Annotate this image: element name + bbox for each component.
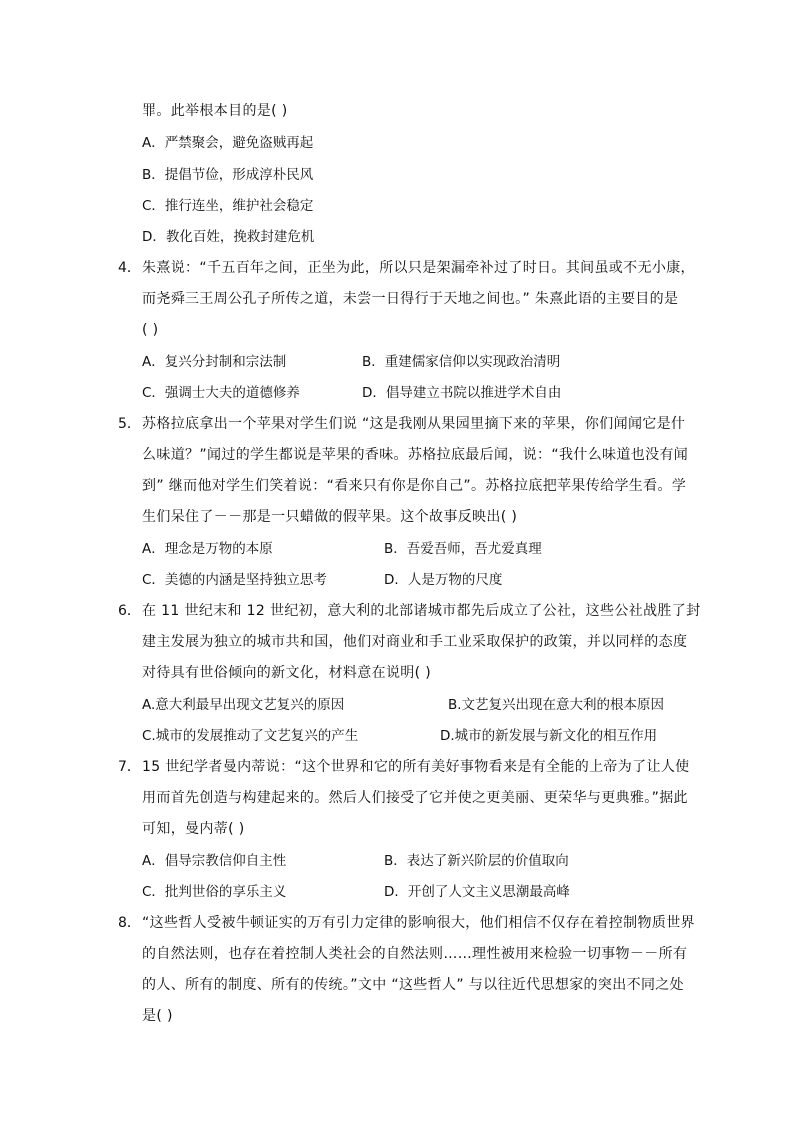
q7-number: 7．	[118, 759, 141, 775]
q4-options-row-1	[142, 352, 662, 372]
q7-option-d: D．开创了人文主义思潮最高峰	[384, 884, 570, 900]
q4-option-b: B．重建儒家信仰以实现政治清明	[362, 354, 561, 370]
q7-stem-line-3: 可知，曼内蒂( )	[142, 821, 245, 837]
q5-options-row-2	[142, 570, 662, 590]
q6-option-b: B.文艺复兴出现在意大利的根本原因	[448, 697, 665, 713]
q8-stem-line-3: 的人、所有的制度、所有的传统。”文中 “这些哲人” 与以往近代思想家的突出不同之处	[142, 977, 685, 993]
q5-option-d: D．人是万物的尺度	[384, 572, 503, 588]
q4-option-d: D．倡导建立书院以推进学术自由	[362, 385, 562, 401]
q6-option-a: A.意大利最早出现文艺复兴的原因	[142, 697, 345, 713]
q4-option-a: A．复兴分封制和宗法制	[142, 354, 287, 370]
q6-option-d: D.城市的新发展与新文化的相互作用	[440, 728, 658, 744]
q6-stem-line-2: 建主发展为独立的城市共和国，他们对商业和手工业采取保护的政策，并以同样的态度	[142, 634, 688, 650]
q6-stem-line-3: 对待具有世俗倾向的新文化，材料意在说明( )	[142, 665, 432, 681]
q5-stem-line-2: 么味道？”闻过的学生都说是苹果的香味。苏格拉底最后闻，说：“我什么味道也没有闻	[142, 447, 689, 463]
q6-stem-line-1: 在 11 世纪末和 12 世纪初，意大利的北部诸城市都先后成立了公社，这些公社战胜了封	[142, 603, 701, 619]
q8-number: 8．	[118, 915, 141, 931]
q6-number: 6．	[118, 603, 141, 619]
q4-stem-line-3: ( )	[142, 322, 159, 338]
q5-options-row-1	[142, 539, 662, 559]
q3-stem-tail: 罪。此举根本目的是( )	[142, 103, 288, 119]
q3-option-c: C．推行连坐，维护社会稳定	[142, 198, 314, 214]
q6-options-row-1	[142, 695, 682, 715]
q8-stem-line-4: 是( )	[142, 1008, 173, 1024]
q7-options-row-2	[142, 882, 662, 902]
q5-stem-line-4: 生们呆住了－－那是一只蜡做的假苹果。这个故事反映出( )	[142, 509, 518, 525]
q4-stem-line-1: 朱熹说：“千五百年之间，正坐为此，所以只是架漏牵补过了时日。其间虽或不无小康，	[142, 260, 695, 276]
q3-option-d: D．教化百姓，挽救封建危机	[142, 229, 315, 245]
q4-stem-line-2: 而尧舜三王周公孔子所传之道，未尝一日得行于天地之间也。” 朱熹此语的主要目的是	[142, 291, 679, 307]
q7-option-b: B．表达了新兴阶层的价值取向	[384, 853, 569, 869]
q5-number: 5．	[118, 416, 141, 432]
q5-option-b: B．吾爱吾师，吾尤爱真理	[384, 541, 542, 557]
q7-option-c: C．批判世俗的享乐主义	[142, 884, 287, 900]
q7-option-a: A．倡导宗教信仰自主性	[142, 853, 287, 869]
q7-stem-line-2: 用而首先创造与构建起来的。然后人们接受了它并使之更美丽、更荣华与更典雅。”据此	[142, 790, 688, 806]
q5-stem-line-3: 到” 继而他对学生们笑着说：“看来只有你是你自己”。苏格拉底把苹果传给学生看。学	[142, 478, 687, 494]
q5-option-a: A．理念是万物的本原	[142, 541, 273, 557]
q4-option-c: C．强调士大夫的道德修养	[142, 385, 300, 401]
q4-options-row-2	[142, 383, 662, 403]
q5-stem-line-1: 苏格拉底拿出一个苹果对学生们说 “这是我刚从果园里摘下来的苹果，你们闻闻它是什	[142, 416, 686, 432]
q7-options-row-1	[142, 851, 662, 871]
q8-stem-line-2: 的自然法则，也存在着控制人类社会的自然法则……理性被用来检验一切事物－－所有	[142, 946, 688, 962]
q3-option-a: A．严禁聚会，避免盗贼再起	[142, 135, 314, 151]
q5-option-c: C．美德的内涵是坚持独立思考	[142, 572, 327, 588]
q4-number: 4．	[118, 260, 141, 276]
q8-stem-line-1: “这些哲人受被牛顿证实的万有引力定律的影响很大，他们相信不仅存在着控制物质世界	[142, 915, 695, 931]
q6-option-c: C.城市的发展推动了文艺复兴的产生	[142, 728, 359, 744]
q7-stem-line-1: 15 世纪学者曼内蒂说：“这个世界和它的所有美好事物看来是有全能的上帝为了让人使	[142, 759, 690, 775]
q6-options-row-2	[142, 726, 682, 746]
q3-option-b: B．提倡节俭，形成淳朴民风	[142, 167, 314, 183]
